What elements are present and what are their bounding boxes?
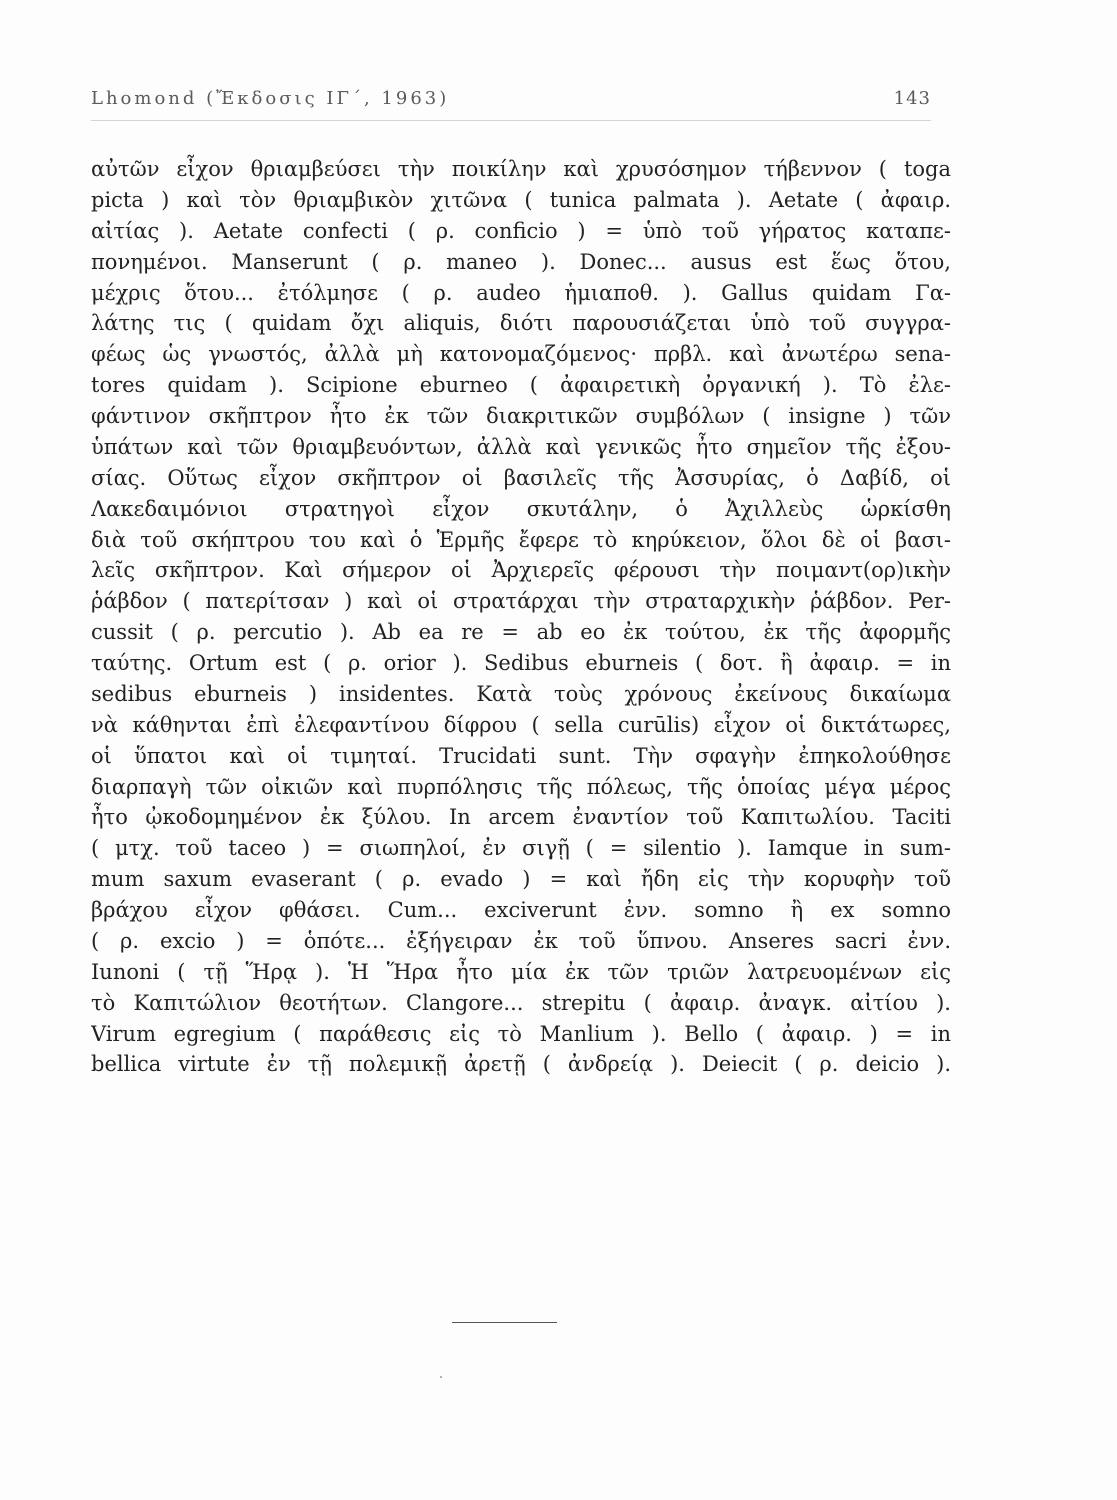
commentary-text xyxy=(91,154,951,1080)
section-end-rule xyxy=(452,1322,557,1323)
text-line: διαρπαγὴ τῶν οἰκιῶν καὶ πυρπόλησις τῆς πόλεως, τῆς ὁποίας μέγα μέρος xyxy=(91,774,951,799)
page-number: 143 xyxy=(893,88,931,109)
text-line: πονημένοι. Manserunt ( ρ. maneo ). Donec... ausus est ἕως ὅτου, xyxy=(91,249,951,274)
text-line: cussit ( ρ. percutio ). Ab ea re = ab eo ἐκ τούτου, ἐκ τῆς ἀφορμῆς xyxy=(91,620,951,645)
text-line: ( μτχ. τοῦ taceo ) = σιωπηλοί, ἐν σιγῇ ( = silentio ). Iamque in sum- xyxy=(91,836,951,861)
text-line: ἦτο ᾠκοδομημένον ἐκ ξύλου. In arcem ἐναντίον τοῦ Καπιτωλίου. Taciti xyxy=(91,805,951,830)
text-line: picta ) καὶ τὸν θριαμβικὸν χιτῶνα ( tunica palmata ). Aetate ( ἀφαιρ. xyxy=(91,187,951,212)
text-line: bellica virtute ἐν τῇ πολεμικῇ ἀρετῇ ( ἀνδρείᾳ ). Deiecit ( ρ. deicio ). xyxy=(91,1052,951,1077)
text-line: διὰ τοῦ σκήπτρου του καὶ ὁ Ἑρμῆς ἔφερε τὸ κηρύκειον, ὅλοι δὲ οἱ βασι- xyxy=(91,527,951,552)
text-line: νὰ κάθηνται ἐπὶ ἐλεφαντίνου δίφρου ( sella curūlis) εἶχον οἱ δικτάτωρες, xyxy=(91,712,951,737)
running-header: Lhomond (Ἔκδοσις ΙΓ΄, 1963) xyxy=(91,88,450,109)
print-speck xyxy=(440,1376,442,1378)
text-line: Λακεδαιμόνιοι στρατηγοὶ εἶχον σκυτάλην, ὁ Ἀχιλλεὺς ὡρκίσθη xyxy=(91,496,951,521)
text-line: τὸ Καπιτώλιον θεοτήτων. Clangore... strepitu ( ἀφαιρ. ἀναγκ. αἰτίου ). xyxy=(91,990,951,1015)
text-line: sedibus eburneis ) insidentes. Κατὰ τοὺς χρόνους ἐκείνους δικαίωμα xyxy=(91,681,951,706)
text-line: λεῖς σκῆπτρον. Καὶ σήμερον οἱ Ἀρχιερεῖς φέρουσι τὴν ποιμαντ(ορ)ικὴν xyxy=(91,558,951,583)
text-line: μέχρις ὅτου... ἐτόλμησε ( ρ. audeo ἡμιαποθ. ). Gallus quidam Γα- xyxy=(91,280,951,305)
text-line: αἰτίας ). Aetate confecti ( ρ. conficio ) = ὑπὸ τοῦ γήρατος καταπε- xyxy=(91,218,951,243)
text-line: ὑπάτων καὶ τῶν θριαμβευόντων, ἀλλὰ καὶ γενικῶς ἦτο σημεῖον τῆς ἐξου- xyxy=(91,434,951,459)
header-rule xyxy=(91,120,931,121)
text-line: αὐτῶν εἶχον θριαμβεύσει τὴν ποικίλην καὶ χρυσόσημον τήβεννον ( toga xyxy=(91,157,951,181)
text-line: οἱ ὕπατοι καὶ οἱ τιμηταί. Trucidati sunt. Τὴν σφαγὴν ἐπηκολούθησε xyxy=(91,743,951,768)
text-line: ταύτης. Ortum est ( ρ. orior ). Sedibus eburneis ( δοτ. ἢ ἀφαιρ. = in xyxy=(91,651,951,675)
text-line: σίας. Οὕτως εἶχον σκῆπτρον οἱ βασιλεῖς τῆς Ἀσσυρίας, ὁ Δαβίδ, οἱ xyxy=(91,465,951,490)
text-line: tores quidam ). Scipione eburneo ( ἀφαιρετικὴ ὀργανική ). Τὸ ἐλε- xyxy=(91,373,951,398)
text-line: Iunoni ( τῇ Ἥρᾳ ). Ἡ Ἥρα ἦτο μία ἐκ τῶν τριῶν λατρευομένων εἰς xyxy=(91,959,951,984)
text-line: ( ρ. excio ) = ὁπότε... ἐξήγειραν ἐκ τοῦ ὕπνου. Anseres sacri ἐνν. xyxy=(91,928,951,953)
text-line: φέως ὡς γνωστός, ἀλλὰ μὴ κατονομαζόμενος· πρβλ. καὶ ἀνωτέρω sena- xyxy=(91,342,951,367)
text-line: mum saxum evaserant ( ρ. evado ) = καὶ ἤδη εἰς τὴν κορυφὴν τοῦ xyxy=(91,867,951,892)
text-line: λάτης τις ( quidam ὄχι aliquis, διότι παρουσιάζεται ὑπὸ τοῦ συγγρα- xyxy=(91,311,951,336)
text-line: ῥάβδον ( πατερίτσαν ) καὶ οἱ στρατάρχαι τὴν στραταρχικὴν ῥάβδον. Per- xyxy=(91,589,951,614)
text-line: Virum egregium ( παράθεσις εἰς τὸ Manlium ). Bello ( ἀφαιρ. ) = in xyxy=(91,1021,951,1046)
text-line: βράχου εἶχον φθάσει. Cum... exciverunt ἐνν. somno ἢ ex somno xyxy=(91,898,951,922)
text-line: φάντινον σκῆπτρον ἦτο ἐκ τῶν διακριτικῶν συμβόλων ( insigne ) τῶν xyxy=(91,404,951,428)
